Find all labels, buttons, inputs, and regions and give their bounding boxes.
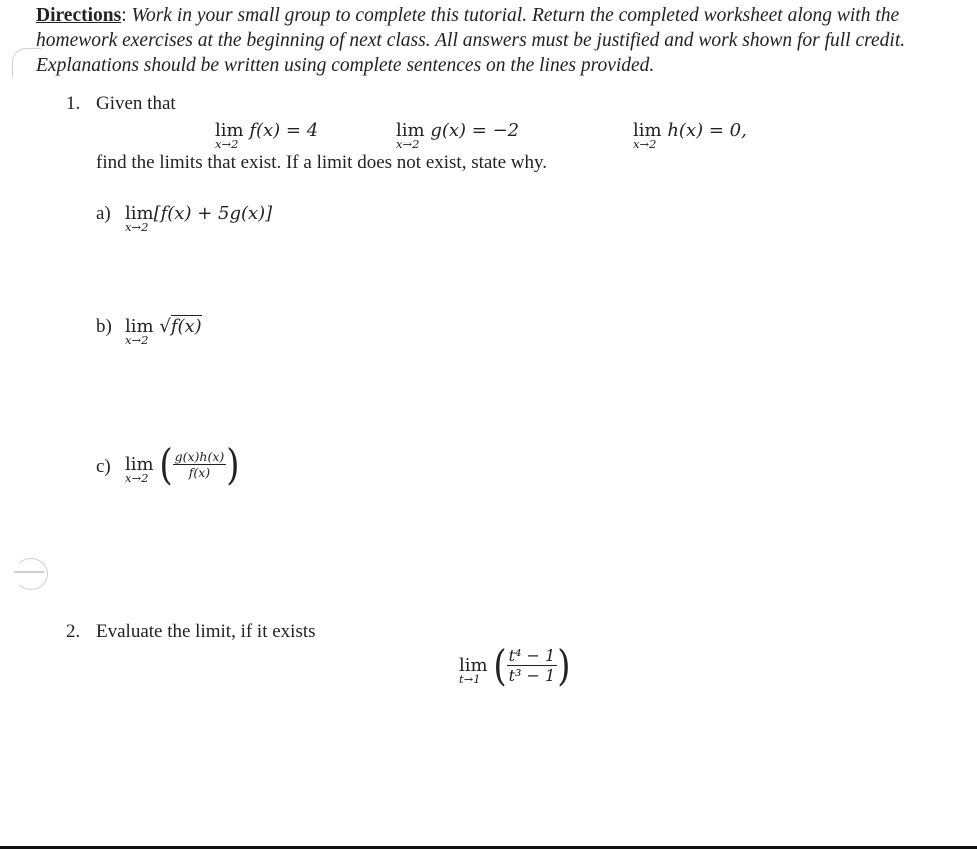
part-b-lim: lim x→2 [125,316,154,347]
q1-intro: Given that [96,93,176,114]
given-h-sub: x→2 [633,137,657,151]
right-paren-icon: ) [226,439,240,490]
q2-number: 2. [66,621,81,642]
part-a-expression [125,203,273,234]
given-g-sub: x→2 [396,137,420,151]
part-a-expr: [f(x) + 5g(x)] [153,203,273,224]
directions-colon: : [121,5,127,26]
q2-left-paren-icon: ( [493,640,507,691]
q2-numerator: t⁴ − 1 [508,646,556,665]
bottom-rule [0,846,977,849]
part-c-numerator: g(x)h(x) [174,449,225,464]
directions-paragraph [36,3,966,78]
scan-mark-circle [14,558,48,590]
part-b-sub: x→2 [125,333,149,347]
left-paren-icon: ( [159,439,173,490]
directions-text: Work in your small group to complete this tutorial. Return the completed worksheet along with the homework exercises at the beginning of next class. All answers must be justified and work shown for full credit. Explanations should be written using complete sentences on the lines provided. [36,5,906,76]
part-b-expression [125,316,202,347]
q2-lim: lim t→1 [459,655,488,686]
directions-label: Directions [36,5,122,26]
part-b-label: b) [96,316,112,337]
q1-instruction: find the limits that exist. If a limit does not exist, state why. [96,152,548,173]
part-c-denominator: f(x) [188,465,211,480]
q2-right-paren-icon: ) [557,640,571,691]
sqrt-icon: √ [159,316,171,337]
part-a-label: a) [96,203,111,224]
part-b-expr: f(x) [170,316,202,337]
part-a-lim: lim x→2 [125,203,154,234]
q2-expression [459,640,571,691]
scan-mark-line [14,571,44,573]
q2-denominator: t³ − 1 [508,666,556,685]
given-f-sub: x→2 [215,137,239,151]
q2-fraction [507,646,558,685]
part-c-label: c) [96,456,111,477]
part-c-lim: lim x→2 [125,454,154,485]
part-c-expression [125,439,240,490]
q1-number: 1. [66,93,81,114]
q2-sub: t→1 [459,672,481,686]
given-g-expr: g(x) = −2 [430,120,520,141]
given-g-lim: lim x→2 [396,120,425,151]
given-h-expr: h(x) = 0, [667,120,747,141]
given-h [633,120,747,151]
given-g [396,120,520,151]
given-h-lim: lim x→2 [633,120,662,151]
part-c-fraction [173,449,227,480]
given-f [215,120,319,151]
part-c-sub: x→2 [125,471,149,485]
given-f-expr: f(x) = 4 [249,120,319,141]
part-a-sub: x→2 [125,220,149,234]
given-f-lim: lim x→2 [215,120,244,151]
q2-text: Evaluate the limit, if it exists [96,621,316,642]
